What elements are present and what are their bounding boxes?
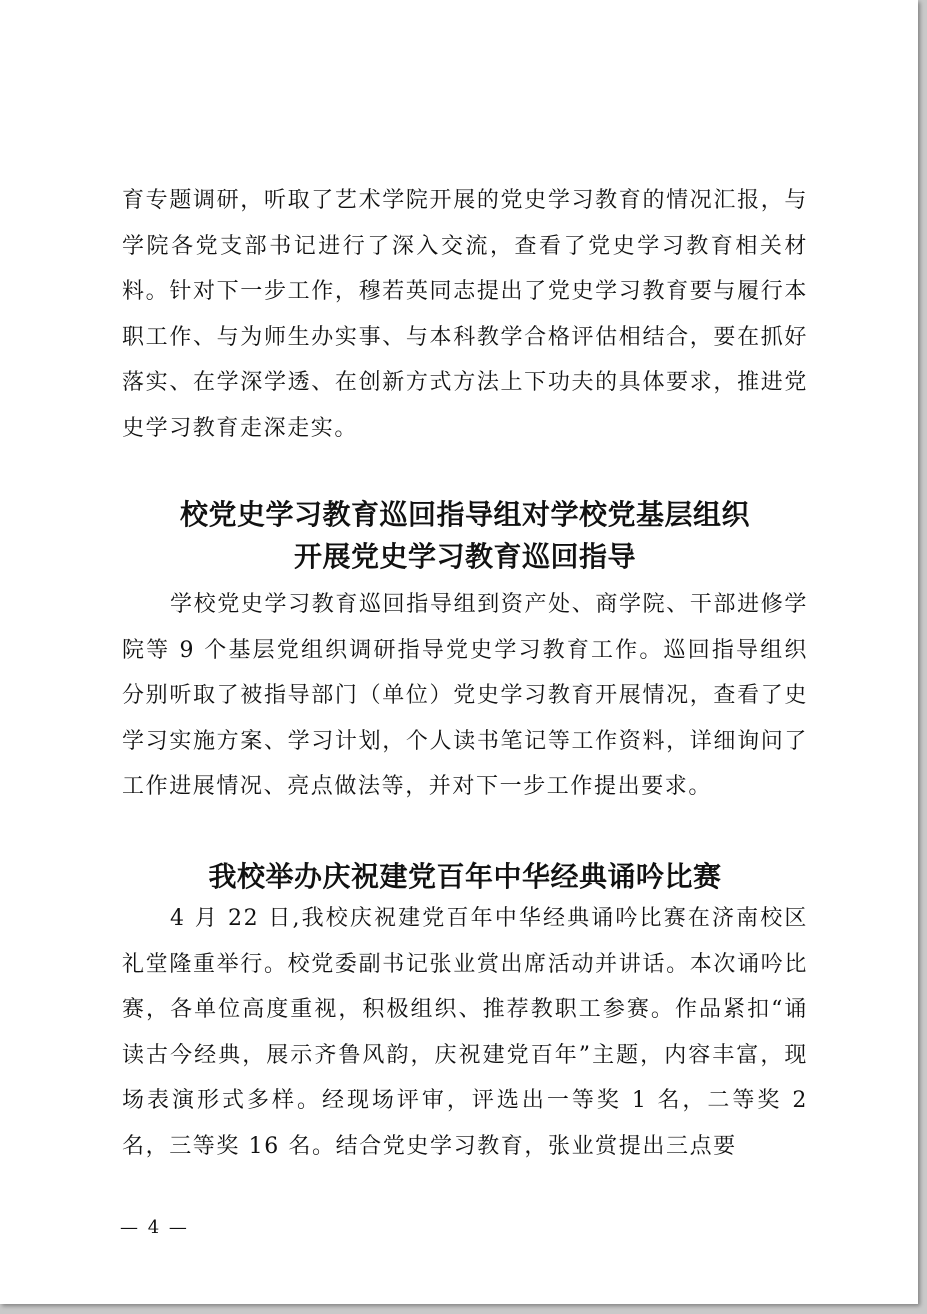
section-title-inspection <box>122 494 808 578</box>
page-number: — 4 — <box>120 1217 189 1238</box>
paragraph-recitation: 4 月 22 日,我校庆祝建党百年中华经典诵吟比赛在济南校区礼堂隆重举行。校党委副书记张业赏出席活动并讲话。本次诵吟比赛，各单位高度重视，积极组织、推荐教职工参赛。作品紧扣“诵读古今经典，展示齐鲁风韵，庆祝建党百年”主题，内容丰富，现场表演形式多样。经现场评审，评选出一等奖 1 名，二等奖 2 名，三等奖 16 名。结合党史学习教育，张业赏提出三点要 <box>122 906 808 1159</box>
section-title-recitation: 我校举办庆祝建党百年中华经典诵吟比赛 <box>208 860 722 893</box>
title-line-2: 开展党史学习教育巡回指导 <box>293 540 636 573</box>
paragraph-continued: 育专题调研，听取了艺术学院开展的党史学习教育的情况汇报，与学院各党支部书记进行了深入交流，查看了党史学习教育相关材料。针对下一步工作，穆若英同志提出了党史学习教育要与履行本职工作、与为师生办实事、与本科教学合格评估相结合，要在抓好落实、在学深学透、在创新方式方法上下功夫的具体要求，推进党史学习教育走深走实。 <box>122 188 808 441</box>
paragraph-inspection: 学校党史学习教育巡回指导组到资产处、商学院、干部进修学院等 9 个基层党组织调研指导党史学习教育工作。巡回指导组织分别听取了被指导部门（单位）党史学习教育开展情况，查看了史学习实施方案、学习计划，个人读书笔记等工作资料，详细询问了工作进展情况、亮点做法等，并对下一步工作提出要求。 <box>122 592 808 799</box>
title-line-1: 校党史学习教育巡回指导组对学校党基层组织 <box>179 498 750 531</box>
